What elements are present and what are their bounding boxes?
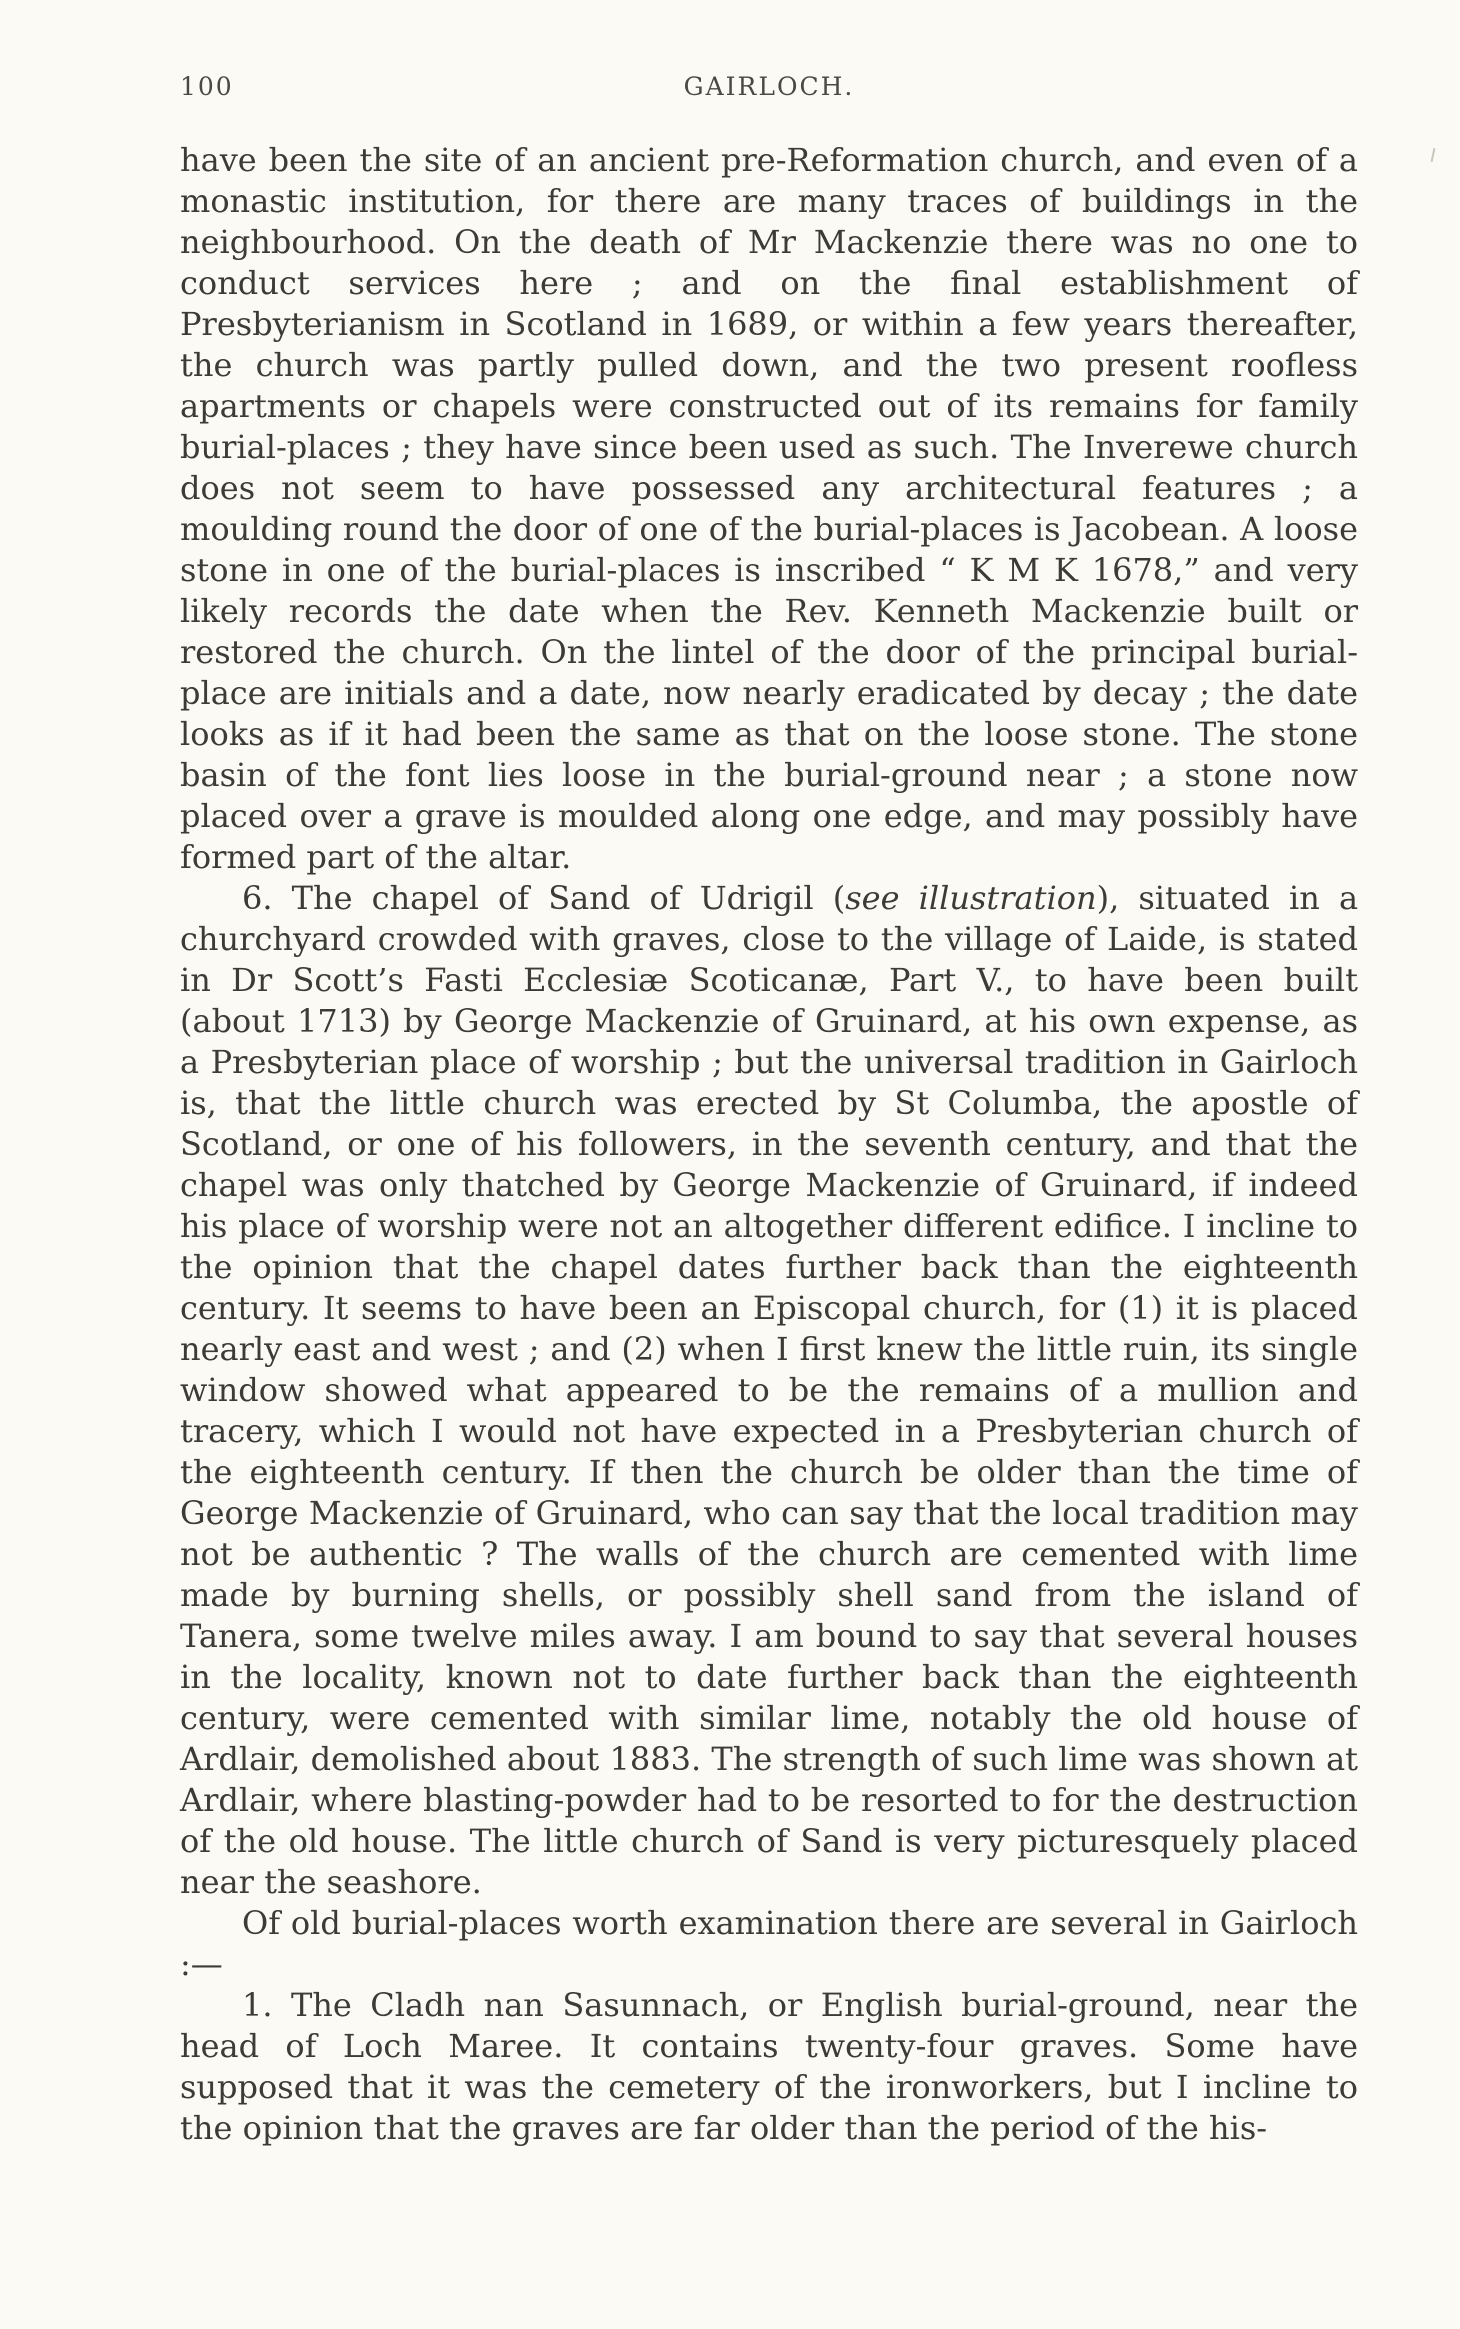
paragraph-chapel-of-sand-body: ), situated in a churchyard crowded with graves, close to the village of Laide, is stated in Dr Scott’s Fasti Ecclesiæ Scoticanæ, Part V., to have been built (about 1713) by George Mackenzie of Gruinard, at his own expense, as a Presbyterian place of worship ; but the universal tradition in Gairloch is, that the little church was erected by St Columba, the apostle of Scotland, or one of his followers, in the seventh century, and that the chapel was only thatched by George Mackenzie of Gruinard, if indeed his place of worship were not an altogether different edifice. I incline to the opinion that the chapel dates further back than the eighteenth century. It seems to have been an Episcopal church, for (1) it is placed nearly east and west ; and (2) when I first knew the little ruin, its single window showed what appeared to be the remains of a mullion and tracery, which I would not have expected in a Presbyterian church of the eighteenth century. If then the church be older than the time of George Mackenzie of Gruinard, who can say that the local tradition may not be authentic ? The walls of the church are cemented with lime made by burning shells, or possibly shell sand from the island of Tanera, some twelve miles away. I am bound to say that several houses in the locality, known not to date further back than the eighteenth century, were cemented with similar lime, notably the old house of Ardlair, demolished about 1883. The strength of such lime was shown at Ardlair, where blasting-powder had to be resorted to for the destruction of the old house. The little church of Sand is very picturesquely placed near the seashore. [180,879,1359,1901]
running-head [180,72,1358,112]
paragraph-cladh-nan-sasunnach: 1. The Cladh nan Sasunnach, or English burial-ground, near the head of Loch Maree. It contains twenty-four graves. Some have supposed that it was the cemetery of the ironworkers, but I incline to the opinion that the graves are far older than the period of the his- [180,1986,1358,2147]
page-number: 100 [180,72,234,101]
illustration-reference: see illustration [845,879,1097,917]
paragraph-chapel-of-sand-lead: 6. The chapel of Sand of Udrigil ( [242,879,846,917]
margin-speck [1431,148,1436,162]
body-text [180,140,1358,2149]
paragraph-inverewe-church: have been the site of an ancient pre-Reformation church, and even of a monastic institution, for there are many traces of buildings in the neighbourhood. On the death of Mr Mackenzie there was no one to conduct services here ; and on the final establishment of Presbyterianism in Scotland in 1689, or within a few years thereafter, the church was partly pulled down, and the two present roofless apartments or chapels were constructed out of its remains for family burial-places ; they have since been used as such. The Inverewe church does not seem to have possessed any architectural features ; a moulding round the door of one of the burial-places is Jacobean. A loose stone in one of the burial-places is inscribed “ K M K 1678,” and very likely records the date when the Rev. Kenneth Mackenzie built or restored the church. On the lintel of the door of the principal burial-place are initials and a date, now nearly eradicated by decay ; the date looks as if it had been the same as that on the loose stone. The stone basin of the font lies loose in the burial-ground near ; a stone now placed over a grave is moulded along one edge, and may possibly have formed part of the altar. [180,141,1358,876]
paragraph-burial-places-intro: Of old burial-places worth examination there are several in Gairloch :— [180,1904,1358,1983]
paragraph-chapel-of-sand [180,878,1358,1903]
running-title: GAIRLOCH. [683,72,855,101]
